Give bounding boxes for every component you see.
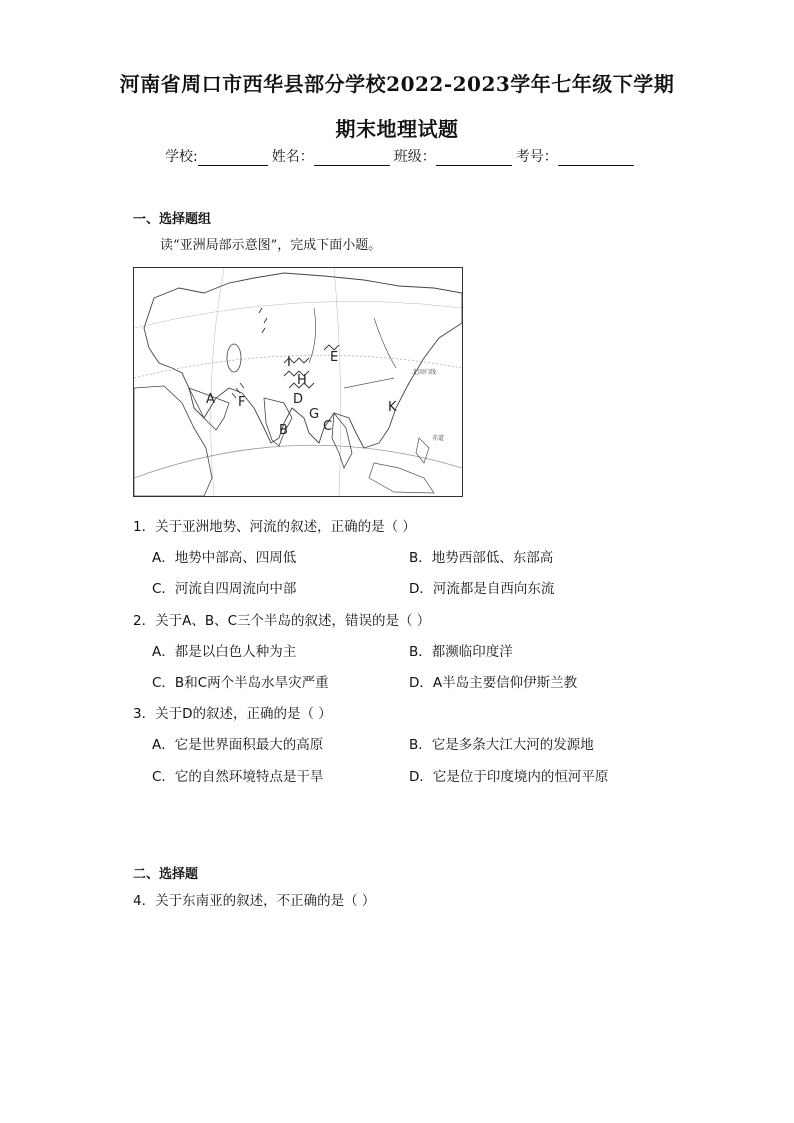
map-label-I: I [287,355,291,370]
map-label-G: G [309,407,320,422]
school-field[interactable] [165,146,268,166]
student-info-row [165,146,638,166]
map-label-tropic: 北回归线 [412,369,437,376]
question-3-option-d[interactable]: D．它是位于印度境内的恒河平原 [409,769,609,785]
asia-coastline [144,273,462,448]
question-1-option-c[interactable]: C．河流自四周流向中部 [152,581,297,597]
map-label-A: A [206,392,215,407]
question-1-option-b[interactable]: B．地势西部低、东部高 [409,550,554,566]
meridian-line [334,268,341,496]
question-2-option-b[interactable]: B．都濒临印度洋 [409,644,513,660]
map-label-E: E [330,350,339,365]
question-1-option-a[interactable]: A．地势中部高、四周低 [152,550,297,566]
map-label-B: B [279,423,288,438]
map-label-F: F [238,395,246,410]
question-2-option-a[interactable]: A．都是以白色人种为主 [152,644,297,660]
question-3-option-c[interactable]: C．它的自然环境特点是干旱 [152,769,324,785]
class-field[interactable] [394,146,512,166]
class-blank[interactable] [436,151,512,166]
section1-intro: 读“亚洲局部示意图”，完成下面小题。 [160,238,382,253]
question-3-stem: 3．关于D的叙述，正确的是（ ） [133,706,332,722]
school-label: 学校: [165,149,198,165]
exam-number-blank[interactable] [558,151,634,166]
map-label-K: K [388,400,397,415]
island-outline [416,438,429,463]
exam-title-line2: 期末地理试题 [335,117,459,141]
latitude-line [134,301,462,328]
map-label-equator: 赤道 [432,435,445,442]
ural-mountains [259,308,267,333]
question-2-stem: 2．关于A、B、C三个半岛的叙述，错误的是（ ） [133,613,431,629]
exam-number-field[interactable] [516,146,634,166]
question-4-stem: 4．关于东南亚的叙述，不正确的是（ ） [133,893,376,909]
africa-outline [134,386,212,496]
question-3-option-b[interactable]: B．它是多条大江大河的发源地 [409,737,594,753]
section2-heading: 二、选择题 [133,867,199,882]
river [309,308,316,363]
exam-title-line1: 河南省周口市西华县部分学校2022-2023学年七年级下学期 [119,72,675,96]
question-1-option-d[interactable]: D．河流都是自西向东流 [409,581,555,597]
indochina-outline [332,413,352,468]
asia-map [133,267,463,497]
meridian-line [211,268,224,496]
school-blank[interactable] [198,151,268,166]
map-label-C: C [323,419,333,434]
question-2-option-c[interactable]: C．B和C两个半岛水旱灾严重 [152,675,329,691]
exam-number-label: 考号： [515,149,558,165]
name-field[interactable] [272,146,390,166]
caspian-sea [227,344,241,372]
equator-line [134,445,462,478]
map-label-H: H [297,373,307,388]
section1-heading: 一、选择题组 [133,212,212,227]
question-1-stem: 1．关于亚洲地势、河流的叙述，正确的是（ ） [133,519,416,535]
river [374,318,396,368]
island-outline [369,463,434,493]
map-label-D: D [293,392,304,407]
question-3-option-a[interactable]: A．它是世界面积最大的高原 [152,737,324,753]
name-blank[interactable] [314,151,390,166]
name-label: 姓名： [271,149,314,165]
river [344,378,394,388]
class-label: 班级： [393,149,436,165]
question-2-option-d[interactable]: D．A半岛主要信仰伊斯兰教 [409,675,578,691]
asia-map-svg [134,268,462,496]
